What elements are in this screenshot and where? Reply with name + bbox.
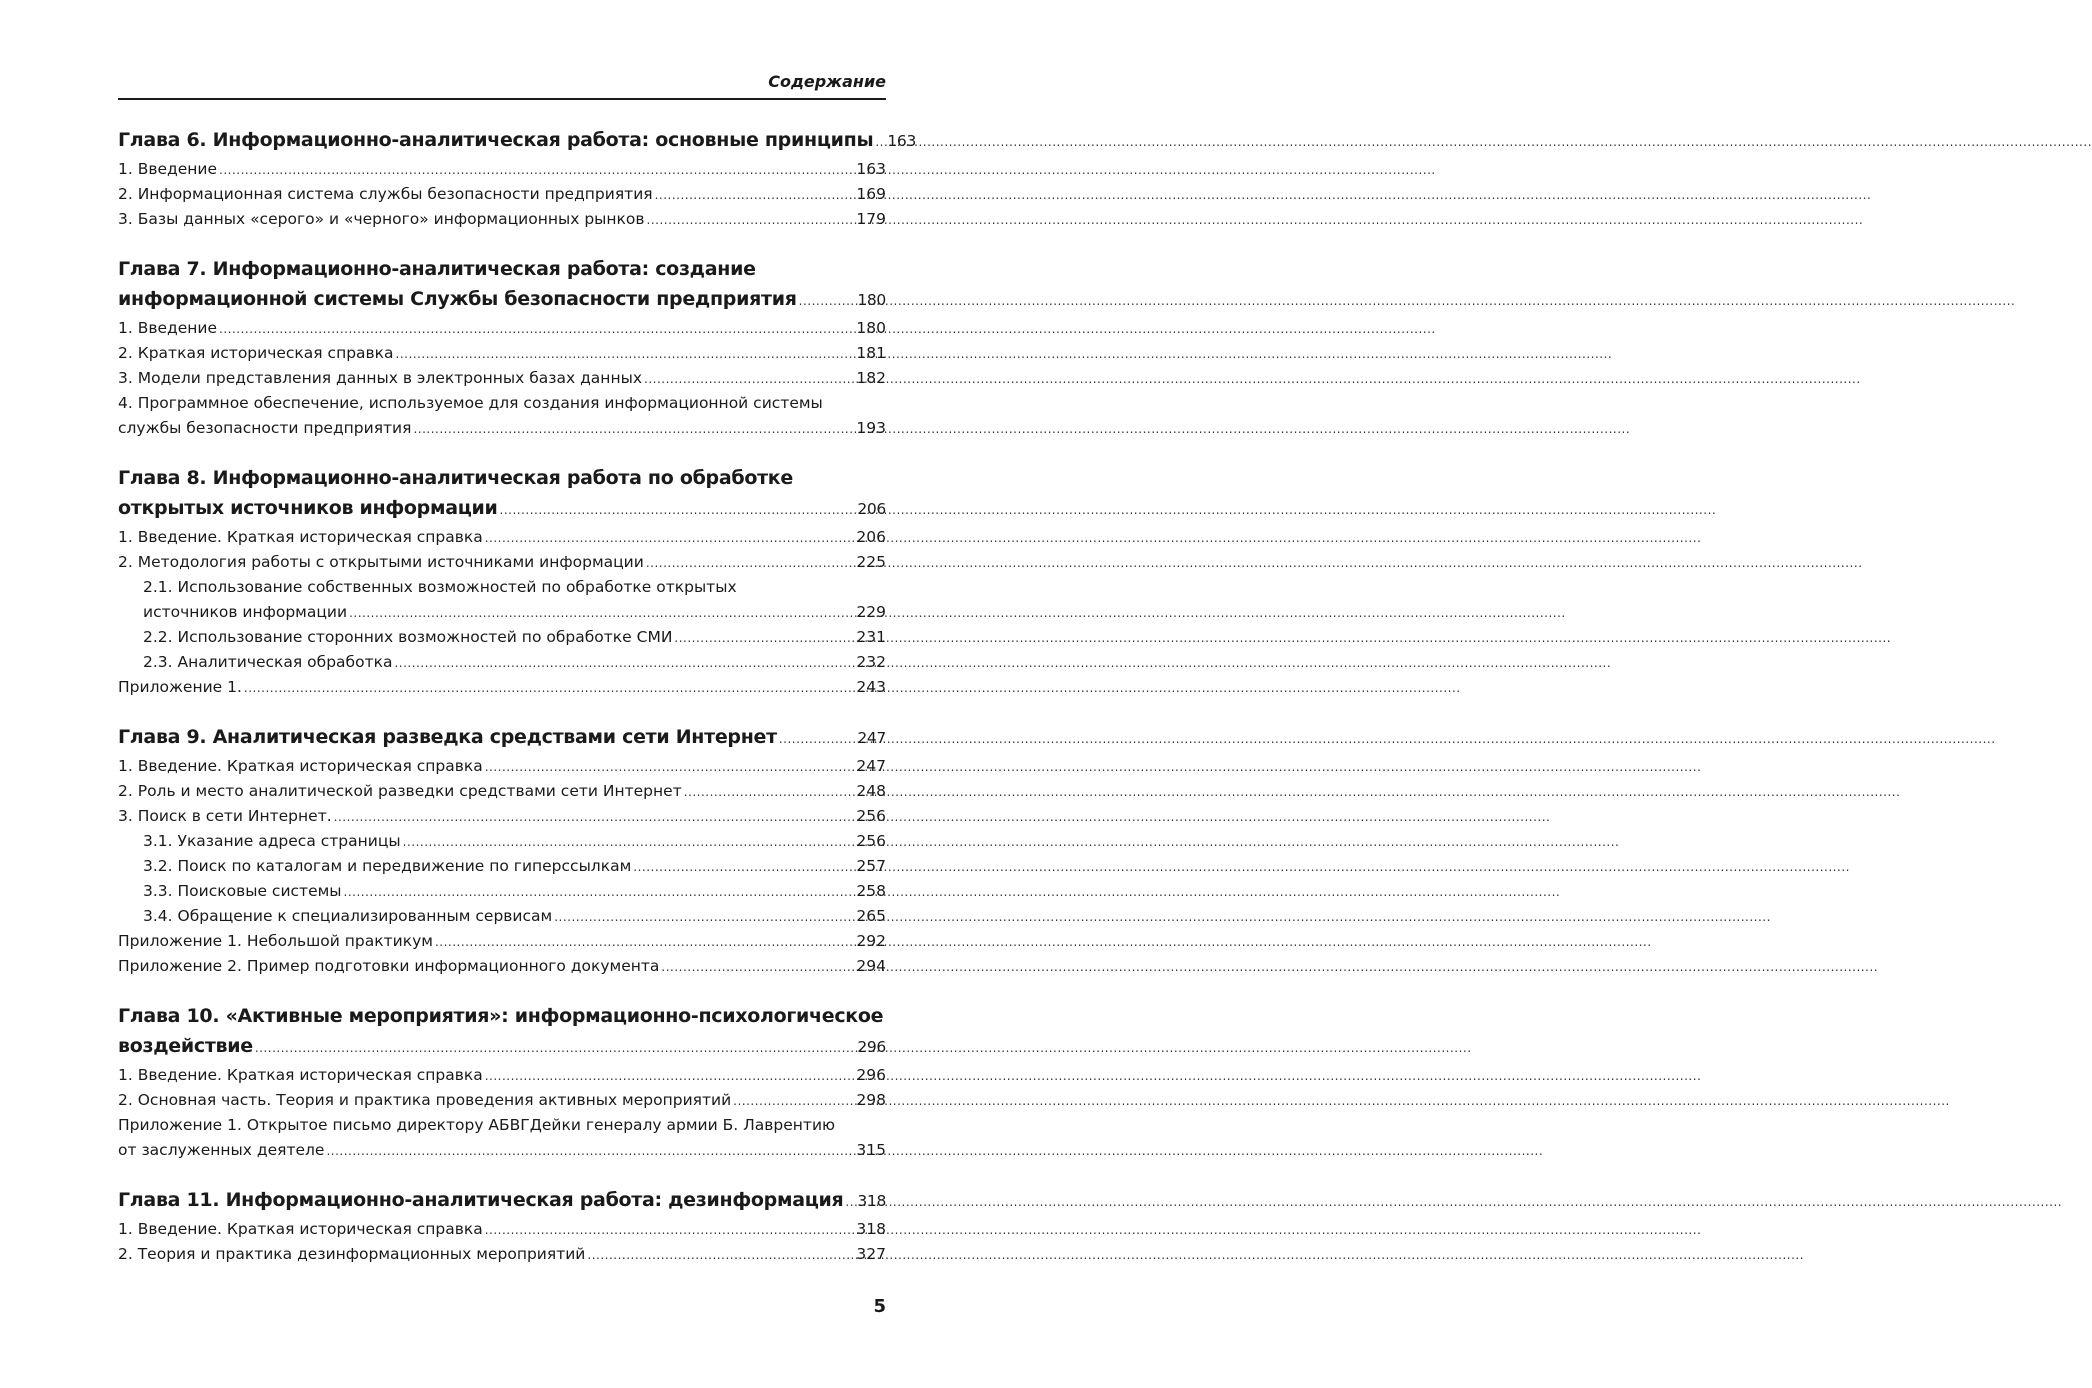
- entry-page-number: 163: [856, 160, 886, 178]
- toc-entry: [118, 954, 886, 979]
- entry-line: [118, 1063, 886, 1088]
- toc-entry: [118, 1088, 886, 1113]
- entry-line: [143, 829, 886, 854]
- chapter-block: [118, 125, 917, 232]
- entry-line: [143, 575, 886, 600]
- entry-page-number: 318: [856, 1220, 886, 1238]
- chapter-title-page-number: 318: [857, 1192, 887, 1210]
- entry-text: 2. Теория и практика дезинформационных мероприятий: [118, 1245, 586, 1263]
- entry-page-number: 256: [856, 807, 886, 825]
- toc-entry: [118, 854, 886, 879]
- entry-text: 3.3. Поисковые системы: [143, 882, 342, 900]
- toc-entry: [118, 316, 886, 341]
- entry-page-number: 315: [856, 1141, 886, 1159]
- toc-entry: [118, 1242, 886, 1267]
- entry-line: [143, 904, 886, 929]
- dot-leader: [845, 1187, 855, 1217]
- entry-line: [118, 1138, 886, 1163]
- entry-line: [118, 157, 886, 182]
- entry-page-number: 298: [856, 1091, 886, 1109]
- entry-text: 2.3. Аналитическая обработка: [143, 653, 393, 671]
- chapter-title-line: [118, 1001, 886, 1031]
- entry-line: [118, 754, 886, 779]
- entry-text: 2. Краткая историческая справка: [118, 344, 394, 362]
- toc-entry: [118, 550, 886, 575]
- entry-page-number: 179: [856, 210, 886, 228]
- dot-leader: [500, 495, 856, 525]
- entry-text: 3.2. Поиск по каталогам и передвижение по гиперссылкам: [143, 857, 632, 875]
- entry-text: 2.1. Использование собственных возможностей по обработке открытых: [143, 578, 737, 596]
- entry-line: [118, 779, 886, 804]
- chapter-block: [118, 1185, 886, 1267]
- chapter-block: [118, 1001, 886, 1163]
- toc-entry: [118, 904, 886, 929]
- dot-leader: [413, 417, 854, 442]
- chapter-title-page-number: 180: [857, 291, 886, 309]
- toc-entry: [118, 366, 886, 391]
- chapter-title: [118, 254, 886, 314]
- toc-entry: [118, 625, 886, 650]
- entry-line: [118, 207, 886, 232]
- dot-leader: [661, 955, 854, 980]
- chapter-title-line: [118, 1185, 886, 1215]
- chapter-title-text: информационной системы Службы безопасности предприятия: [118, 288, 797, 310]
- chapter-title-line: [118, 284, 886, 314]
- entry-page-number: 180: [856, 319, 886, 337]
- entry-text: источников информации: [143, 603, 348, 621]
- chapter-title-line: [118, 463, 886, 493]
- entry-text: 3. Поиск в сети Интернет.: [118, 807, 332, 825]
- entry-text: от заслуженных деятеле: [118, 1141, 325, 1159]
- dot-leader: [344, 880, 855, 905]
- dot-leader: [554, 905, 854, 930]
- entry-text: службы безопасности предприятия: [118, 419, 412, 437]
- entry-line: [143, 854, 886, 879]
- page-number: 5: [873, 1296, 886, 1317]
- entry-page-number: 247: [856, 757, 886, 775]
- entry-page-number: 181: [856, 344, 886, 362]
- entry-page-number: 256: [856, 832, 886, 850]
- chapter-title-text: Глава 6. Информационно-аналитическая работа: основные принципы: [118, 129, 874, 151]
- toc-entry: [118, 391, 886, 441]
- entry-text: 1. Введение. Краткая историческая справка: [118, 1066, 483, 1084]
- entry-text: Приложение 1. Небольшой практикум: [118, 932, 433, 950]
- entry-text: 2. Методология работы с открытыми источниками информации: [118, 553, 644, 571]
- chapter-title-text: воздействие: [118, 1035, 253, 1057]
- entry-page-number: 232: [856, 653, 886, 671]
- entry-text: 3. Базы данных «серого» и «черного» информационных рынков: [118, 210, 645, 228]
- dot-leader: [644, 367, 854, 392]
- dot-leader: [255, 1033, 855, 1063]
- chapter-title-text: Глава 8. Информационно-аналитическая работа по обработке: [118, 467, 793, 489]
- entry-line: [143, 650, 886, 675]
- entry-page-number: 169: [856, 185, 886, 203]
- entry-line: [118, 1088, 886, 1113]
- running-header: [118, 66, 886, 100]
- toc-entry: [118, 929, 886, 954]
- toc-entry: [118, 1113, 886, 1163]
- chapter-title: [118, 463, 886, 523]
- entry-text: 4. Программное обеспечение, используемое для создания информационной системы: [118, 394, 823, 412]
- chapter-title-text: Глава 11. Информационно-аналитическая работа: дезинформация: [118, 1189, 844, 1211]
- entry-line: [118, 929, 886, 954]
- toc-entry: [118, 341, 886, 366]
- chapter-title: [118, 1185, 886, 1215]
- chapter-title-text: Глава 9. Аналитическая разведка средствами сети Интернет: [118, 726, 777, 748]
- dot-leader: [485, 526, 855, 551]
- entry-text: 2. Роль и место аналитической разведки средствами сети Интернет: [118, 782, 682, 800]
- dot-leader: [633, 855, 854, 880]
- toc-entry: [118, 829, 886, 854]
- entry-page-number: 258: [856, 882, 886, 900]
- entry-line: [143, 625, 886, 650]
- chapter-title-line: [118, 493, 886, 523]
- chapter-title: [118, 722, 886, 752]
- entry-page-number: 265: [856, 907, 886, 925]
- toc-entry: [118, 1217, 886, 1242]
- toc-entry: [118, 1063, 886, 1088]
- entry-text: Приложение 1. Открытое письмо директору АБВГДейки генералу армии Б. Лаврентию: [118, 1116, 836, 1134]
- dot-leader: [485, 1218, 855, 1243]
- chapter-title-text: Глава 7. Информационно-аналитическая работа: создание: [118, 258, 756, 280]
- entry-text: 1. Введение. Краткая историческая справка: [118, 1220, 483, 1238]
- entry-text: 2. Основная часть. Теория и практика проведения активных мероприятий: [118, 1091, 732, 1109]
- entry-text: Приложение 1.: [118, 678, 242, 696]
- dot-leader: [396, 342, 855, 367]
- toc-entry: [118, 157, 886, 182]
- entry-line: [118, 391, 886, 416]
- dot-leader: [587, 1243, 854, 1268]
- entry-page-number: 327: [856, 1245, 886, 1263]
- entry-page-number: 292: [856, 932, 886, 950]
- chapter-title-page-number: 247: [857, 729, 886, 747]
- dot-leader: [485, 1064, 855, 1089]
- entry-text: 3. Модели представления данных в электронных базах данных: [118, 369, 642, 387]
- dot-leader: [875, 127, 885, 157]
- entry-line: [118, 1217, 886, 1242]
- dot-leader: [219, 158, 854, 183]
- dot-leader: [684, 780, 855, 805]
- entry-page-number: 243: [856, 678, 886, 696]
- chapter-title-line: [118, 722, 886, 752]
- toc-entry: [118, 207, 886, 232]
- entry-page-number: 294: [856, 957, 886, 975]
- entry-text: 3.4. Обращение к специализированным сервисам: [143, 907, 553, 925]
- entry-text: 2.2. Использование сторонних возможностей по обработке СМИ: [143, 628, 673, 646]
- entry-text: 2. Информационная система службы безопасности предприятия: [118, 185, 653, 203]
- chapter-title-line: [118, 254, 886, 284]
- toc-entry: [118, 675, 886, 700]
- dot-leader: [799, 286, 856, 316]
- entry-page-number: 231: [856, 628, 886, 646]
- dot-leader: [646, 551, 855, 576]
- chapter-title-page-number: 296: [857, 1038, 886, 1056]
- entry-page-number: 229: [856, 603, 886, 621]
- entry-page-number: 206: [856, 528, 886, 546]
- toc-entry: [118, 650, 886, 675]
- entry-page-number: 193: [856, 419, 886, 437]
- chapter-title: [118, 125, 917, 155]
- dot-leader: [394, 651, 854, 676]
- dot-leader: [349, 601, 854, 626]
- dot-leader: [674, 626, 854, 651]
- dot-leader: [485, 755, 855, 780]
- toc-entry: [118, 754, 886, 779]
- entry-line: [118, 1242, 886, 1267]
- entry-text: Приложение 2. Пример подготовки информационного документа: [118, 957, 660, 975]
- entry-line: [118, 1113, 886, 1138]
- entry-text: 1. Введение. Краткая историческая справка: [118, 528, 483, 546]
- toc-entry: [118, 575, 886, 625]
- dot-leader: [403, 830, 855, 855]
- entry-line: [118, 416, 886, 441]
- header-title: Содержание: [768, 72, 886, 91]
- entry-line: [118, 550, 886, 575]
- entry-line: [118, 366, 886, 391]
- chapter-title-line: [118, 125, 917, 155]
- entry-page-number: 248: [856, 782, 886, 800]
- entry-line: [143, 600, 886, 625]
- toc-entry: [118, 779, 886, 804]
- entry-line: [143, 879, 886, 904]
- toc-entry: [118, 182, 886, 207]
- dot-leader: [733, 1089, 854, 1114]
- dot-leader: [655, 183, 855, 208]
- entry-line: [118, 804, 886, 829]
- dot-leader: [334, 805, 855, 830]
- chapter-title-page-number: 206: [857, 500, 886, 518]
- entry-line: [118, 316, 886, 341]
- entry-line: [118, 182, 886, 207]
- dot-leader: [435, 930, 854, 955]
- entry-line: [118, 341, 886, 366]
- chapter-title-line: [118, 1031, 886, 1061]
- entry-text: 3.1. Указание адреса страницы: [143, 832, 401, 850]
- entry-line: [118, 675, 886, 700]
- toc-entry: [118, 804, 886, 829]
- toc-entry: [118, 879, 886, 904]
- chapter-block: [118, 463, 886, 700]
- toc-entry: [118, 525, 886, 550]
- entry-page-number: 225: [856, 553, 886, 571]
- chapter-title: [118, 1001, 886, 1061]
- entry-page-number: 296: [856, 1066, 886, 1084]
- entry-page-number: 182: [856, 369, 886, 387]
- entry-text: 1. Введение: [118, 319, 218, 337]
- chapter-title-text: Глава 10. «Активные мероприятия»: информационно-психологическое: [118, 1005, 884, 1027]
- table-of-contents: [118, 125, 917, 1289]
- chapter-block: [118, 254, 886, 441]
- entry-line: [118, 954, 886, 979]
- entry-line: [118, 525, 886, 550]
- entry-page-number: 257: [856, 857, 886, 875]
- dot-leader: [326, 1139, 854, 1164]
- entry-text: 1. Введение: [118, 160, 218, 178]
- chapter-block: [118, 722, 886, 979]
- chapter-title-page-number: 163: [887, 132, 917, 150]
- dot-leader: [244, 676, 854, 701]
- entry-text: 1. Введение. Краткая историческая справка: [118, 757, 483, 775]
- dot-leader: [647, 208, 855, 233]
- dot-leader: [779, 724, 855, 754]
- dot-leader: [219, 317, 854, 342]
- chapter-title-text: открытых источников информации: [118, 497, 498, 519]
